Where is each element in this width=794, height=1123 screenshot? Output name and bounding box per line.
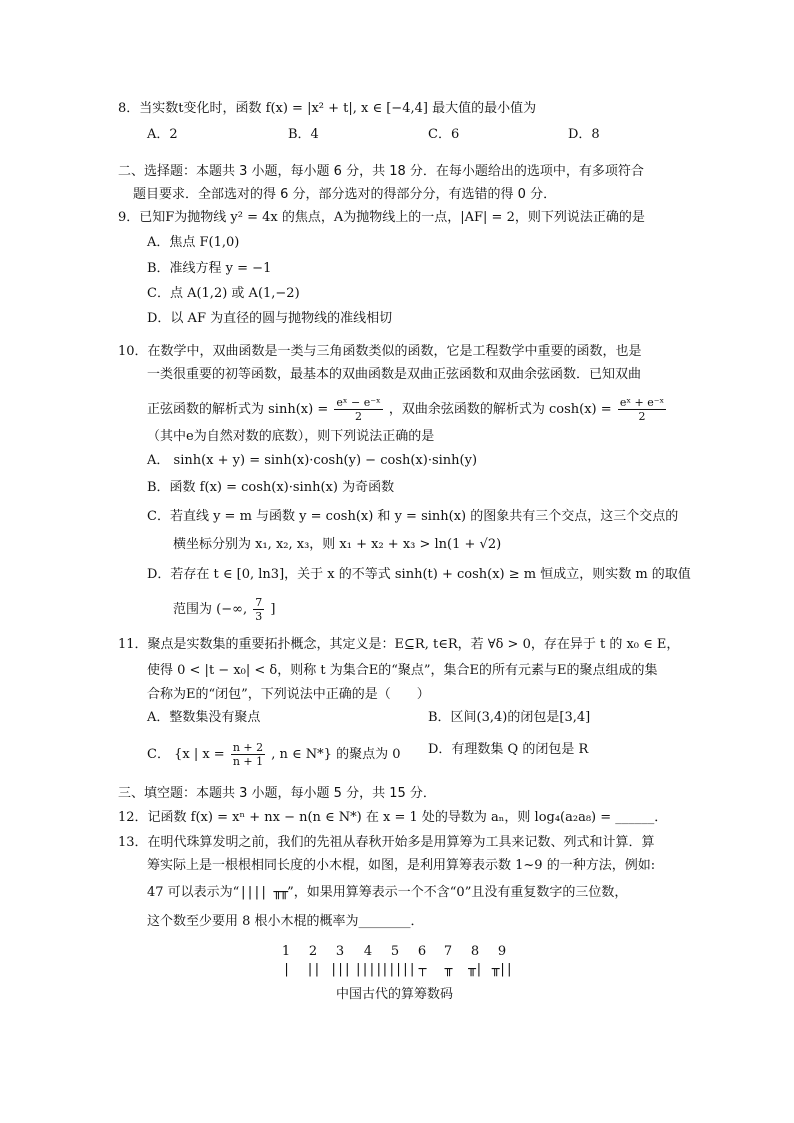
q10-range-label: 范围为 <box>173 602 213 617</box>
rod-numeral: ╥ <box>444 962 452 977</box>
q13-example-suffix: ”，如果用算筹表示一个不含“0”且没有重复数字的三位数， <box>287 885 628 900</box>
q11-option-d: D．有理数集 Q 的闭包是 R <box>428 742 589 757</box>
rod-numeral: || <box>306 962 320 977</box>
rod-numeral: ┬ <box>418 962 426 977</box>
q10-range-right: ] <box>270 602 276 617</box>
q10-option-a: A． sinh(x + y) = sinh(x)·cosh(y) − cosh(x)·sinh(y) <box>147 453 478 468</box>
section3-heading: 三、填空题：本题共 3 小题，每小题 5 分，共 15 分． <box>118 786 436 801</box>
rod-figure-rods <box>272 962 532 980</box>
q11-option-b: B．区间(3,4)的闭包是[3,4] <box>428 710 591 725</box>
rod-numeral: ||| <box>329 962 351 977</box>
q11-option-c-prefix: C． <box>147 747 170 762</box>
q10-option-c: C．若直线 y = m 与函数 y = cosh(x) 和 y = sinh(x) 的图象共有三个交点，这三个交点的 <box>147 509 679 524</box>
q9-option-b: B．准线方程 y = −1 <box>147 261 272 276</box>
q11-set-right: , n ∈ N*} <box>271 747 332 762</box>
rod-number: 7 <box>443 944 453 959</box>
q11-set-left: {x | x = <box>174 747 225 762</box>
q8-option-d: D．8 <box>568 127 600 142</box>
section2-heading-cont: 题目要求．全部选对的得 6 分，部分选对的得部分分，有选错的得 0 分． <box>133 187 557 202</box>
q10-range-denominator: 3 <box>255 610 263 623</box>
q9-option-d: D．以 AF 为直径的圆与抛物线的准线相切 <box>147 311 393 326</box>
rod-numeral: ╥| <box>468 962 482 977</box>
rod-figure-caption: 中国古代的算筹数码 <box>336 987 454 1002</box>
q10-line2: 一类很重要的初等函数，最基本的双曲函数是双曲正弦函数和双曲余弦函数．已知双曲 <box>147 367 642 382</box>
q10-option-c-cont: 横坐标分别为 x₁, x₂, x₃，则 x₁ + x₂ + x₃ > ln(1 + √2) <box>173 537 502 552</box>
q13-line1: 13．在明代珠算发明之前，我们的先祖从春秋开始多是用算筹为工具来记数、列式和计算．算 <box>118 835 655 850</box>
q9-stem: 9．已知F为抛物线 y² = 4x 的焦点，A为抛物线上的一点，|AF| = 2，则下列说法正确的是 <box>118 210 645 225</box>
q8-option-b: B．4 <box>288 127 319 142</box>
q10-option-d: D．若存在 t ∈ [0, ln3]，关于 x 的不等式 sinh(t) + cosh(x) ≥ m 恒成立，则实数 m 的取值 <box>147 567 691 582</box>
cosh-fraction <box>618 396 666 423</box>
rod-figure-numbers <box>272 944 532 960</box>
q8-stem: 8．当实数t变化时，函数 f(x) = |x² + t|, x ∈ [−4,4] 最大值的最小值为 <box>118 101 537 116</box>
sinh-fraction <box>334 396 382 423</box>
q11-set-denominator: n + 1 <box>232 755 264 768</box>
cosh-numerator: eˣ + e⁻ˣ <box>619 396 665 409</box>
rod-number: 6 <box>417 944 427 959</box>
q13-example-label: 47 可以表示为“ <box>147 885 240 900</box>
q12-text: 12．记函数 f(x) = xⁿ + nx − n(n ∈ N*) 在 x = 1 处的导数为 aₙ，则 log₄(a₂a₈) = ______． <box>118 810 668 825</box>
section2-heading: 二、选择题：本题共 3 小题，每小题 6 分，共 18 分．在每小题给出的选项中，有多项符合 <box>118 164 644 179</box>
q10-option-b: B．函数 f(x) = cosh(x)·sinh(x) 为奇函数 <box>147 480 395 495</box>
q11-option-c <box>147 741 401 768</box>
rod-number: 2 <box>308 944 318 959</box>
q9-option-a: A．焦点 F(1,0) <box>147 235 240 250</box>
rod-numeral: | <box>282 962 290 977</box>
q11-option-c-suffix: 的聚点为 0 <box>336 747 401 762</box>
q13-line2: 筹实际上是一根根相同长度的小木棍，如图，是利用算筹表示数 1~9 的一种方法，例如: <box>147 858 656 873</box>
q11-line1: 11．聚点是实数集的重要拓扑概念，其定义是：E⊆R, t∈R，若 ∀δ > 0，存在异于 t 的 x₀ ∈ E， <box>118 637 680 652</box>
rod-numeral: ╥|| <box>491 962 513 977</box>
q9-option-c: C．点 A(1,2) 或 A(1,−2) <box>147 286 300 301</box>
q10-cosh-label: ，双曲余弦函数的解析式为 cosh(x) = <box>388 402 612 417</box>
q10-range-numerator: 7 <box>255 596 263 609</box>
q10-line1: 10．在数学中，双曲函数是一类与三角函数类似的函数，它是工程数学中重要的函数，也是 <box>118 344 642 359</box>
q11-option-a: A．整数集没有聚点 <box>147 710 261 725</box>
rod-number: 3 <box>335 944 345 959</box>
q13-line3 <box>147 884 627 902</box>
q8-option-a: A．2 <box>147 127 178 142</box>
q13-example-rods: |||| ╥╥ <box>239 885 288 900</box>
rod-number: 9 <box>497 944 507 959</box>
rod-numeral: ||||| <box>381 962 416 977</box>
rod-number: 4 <box>363 944 373 959</box>
q10-range-fraction <box>253 596 264 623</box>
q11-set-numerator: n + 2 <box>232 741 264 754</box>
rod-number: 1 <box>281 944 291 959</box>
q11-line3: 合称为E的“闭包”，下列说法中正确的是（ ） <box>147 687 430 702</box>
q11-set-fraction <box>231 741 265 768</box>
sinh-numerator: eˣ − e⁻ˣ <box>336 396 381 409</box>
rod-numeral: |||| <box>354 962 382 977</box>
q8-option-c: C．6 <box>428 127 460 142</box>
q10-range-left: (−∞, <box>216 602 248 617</box>
q11-line2: 使得 0 < |t − x₀| < δ，则称 t 为集合E的“聚点”，集合E的所有元素与E的聚点组成的集 <box>147 663 658 678</box>
q13-line4: 这个数至少要用 8 根小木棍的概率为________． <box>147 914 424 929</box>
sinh-denominator: 2 <box>355 410 363 423</box>
cosh-denominator: 2 <box>638 410 646 423</box>
q10-sinh-label: 正弦函数的解析式为 sinh(x) = <box>147 402 329 417</box>
q10-line4: （其中e为自然对数的底数），则下列说法正确的是 <box>147 429 435 444</box>
q10-line3 <box>147 396 668 423</box>
q10-option-d-cont <box>173 596 275 623</box>
rod-number: 8 <box>470 944 480 959</box>
rod-number: 5 <box>390 944 400 959</box>
